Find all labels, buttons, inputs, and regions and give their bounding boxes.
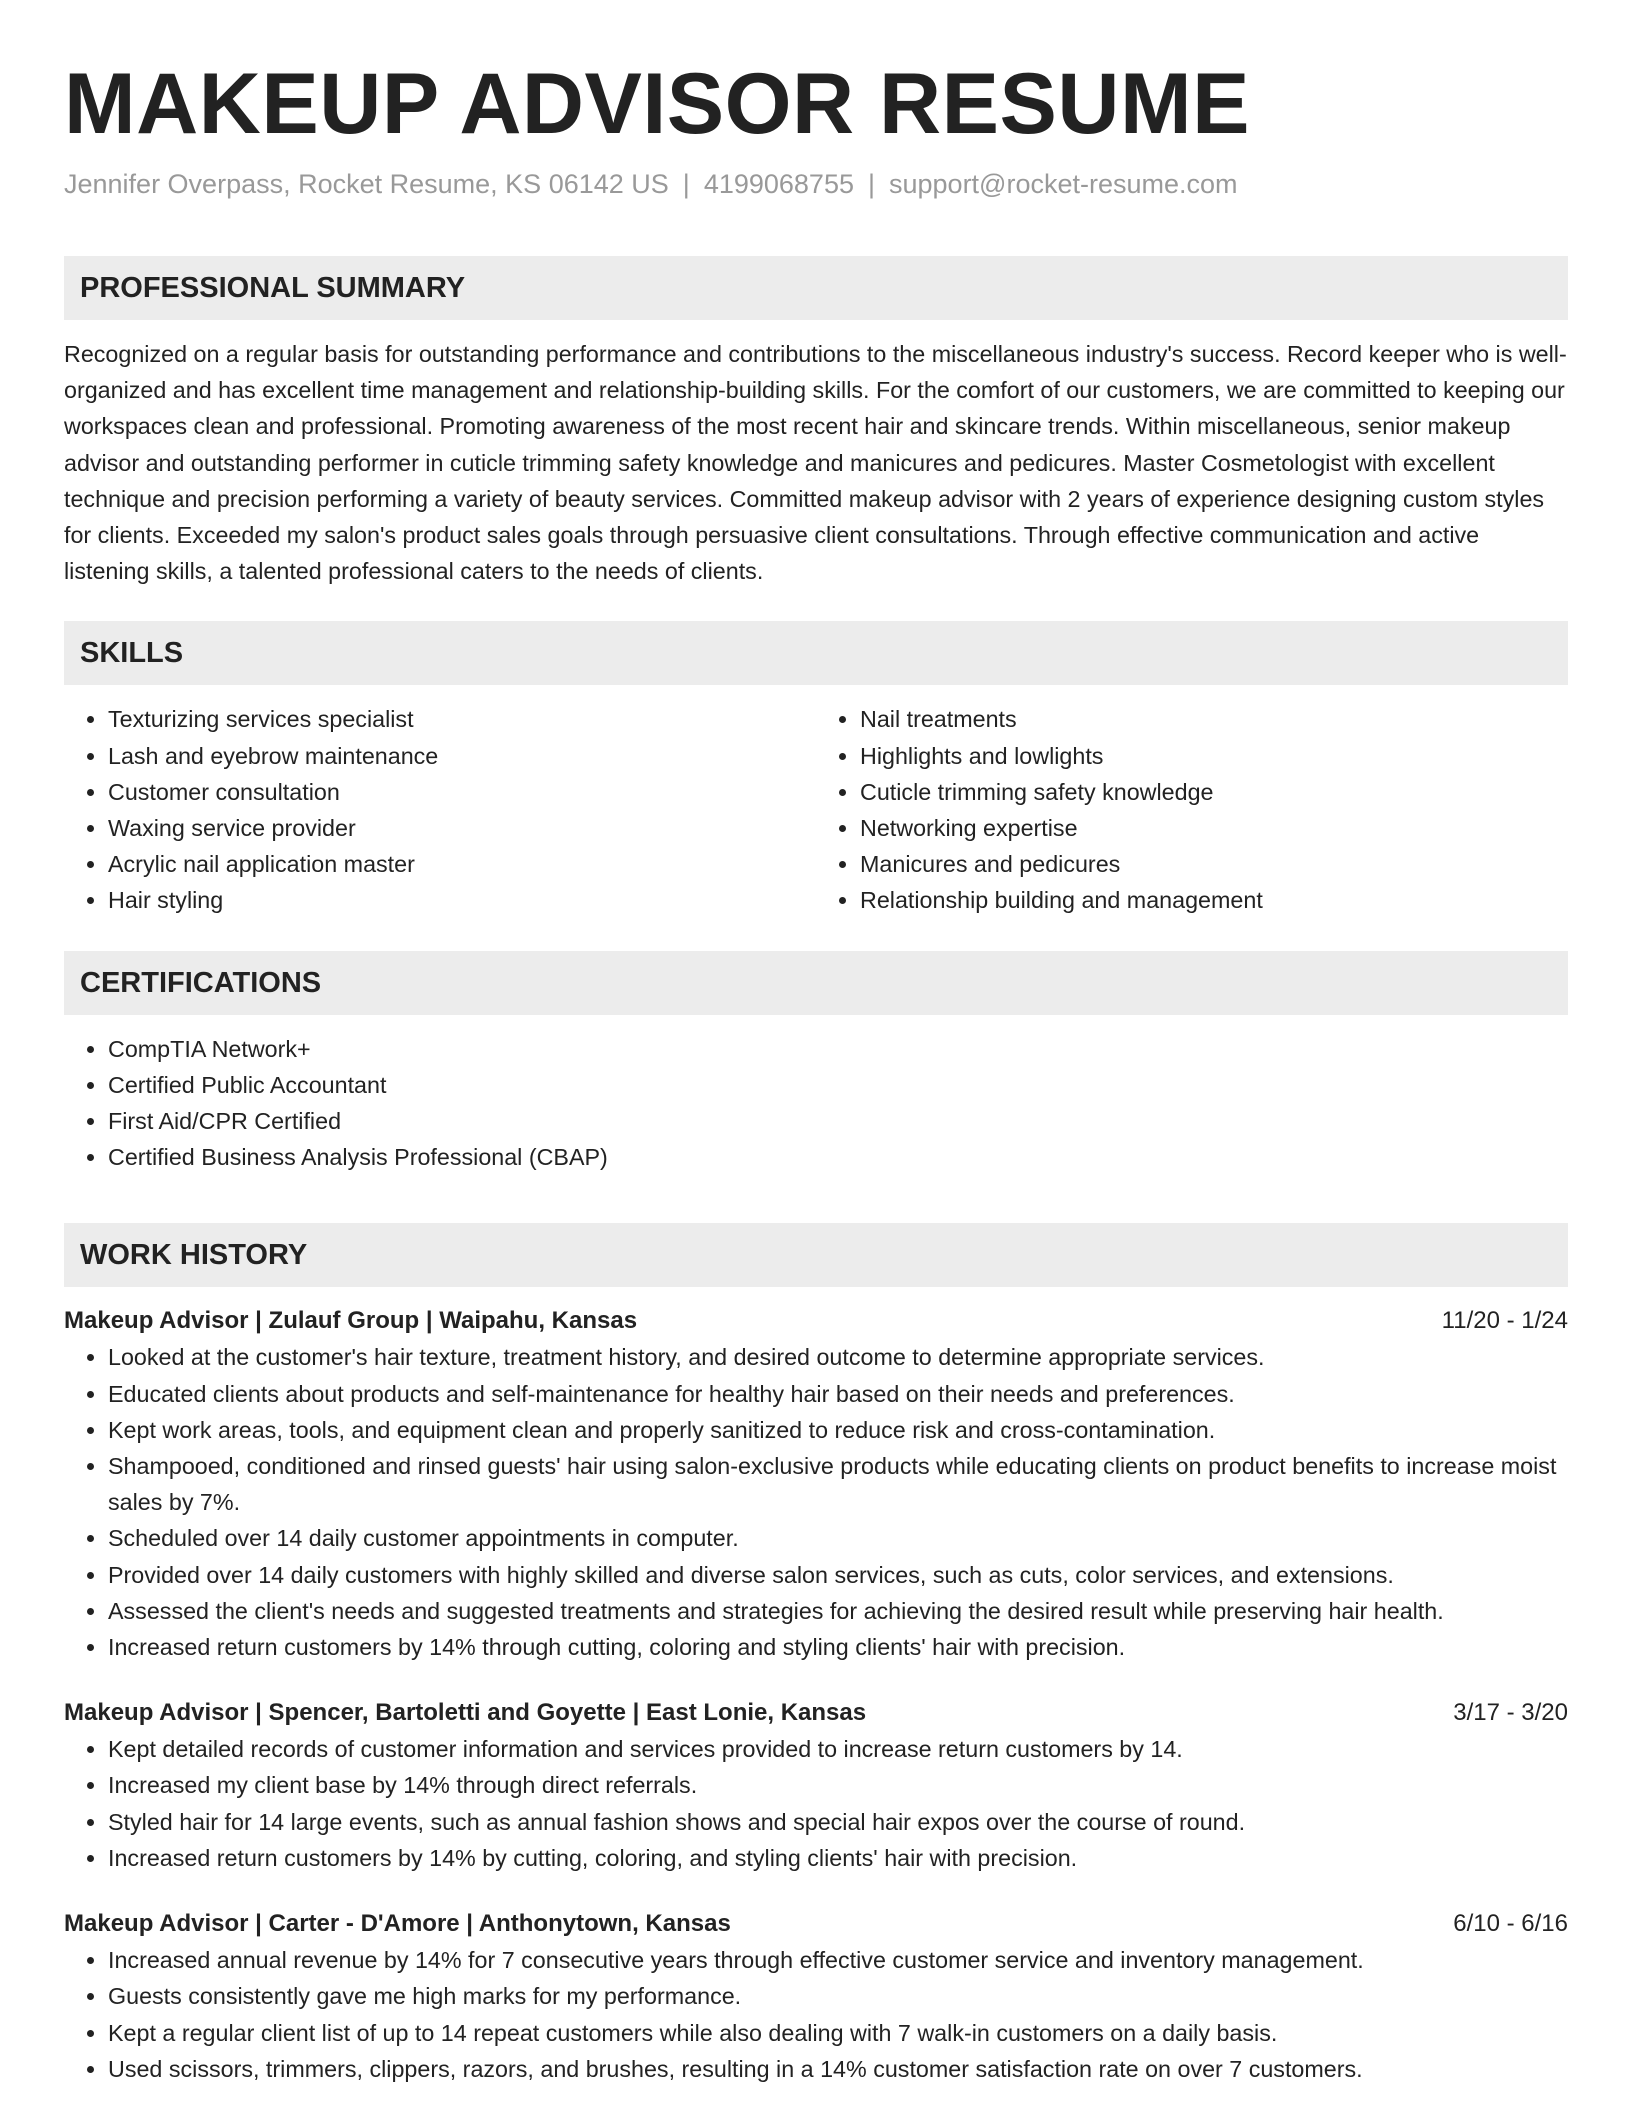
certifications-block (64, 1031, 1568, 1176)
section-header-summary: PROFESSIONAL SUMMARY (64, 256, 1568, 320)
section-header-work-history: WORK HISTORY (64, 1223, 1568, 1287)
list-item: • Looked at the customer's hair texture, treatment history, and desired outcome to determine appropriate services. (108, 1339, 1568, 1375)
contact-separator: | (867, 169, 875, 199)
job-entry (64, 1906, 1568, 2087)
job-dates: 6/10 - 6/16 (1453, 1910, 1568, 1938)
skills-columns (64, 701, 1568, 918)
list-item: • Cuticle trimming safety knowledge (860, 774, 1568, 810)
summary-text: Recognized on a regular basis for outstanding performance and contributions to the miscellaneous industry's success. Record keeper who is well-organized and has excellent time management and relationship-building skills. For the comfort of our customers, we are committed to keeping our workspaces clean and professional. Promoting awareness of the most recent hair and skincare trends. Within miscellaneous, senior makeup advisor and outstanding performer in cuticle trimming safety knowledge and manicures and pedicures. Master Cosmetologist with excellent technique and precision performing a variety of beauty services. Committed makeup advisor with 2 years of experience designing custom styles for clients. Exceeded my salon's product sales goals through persuasive client consultations. Through effective communication and active listening skills, a talented professional caters to the needs of clients. (64, 341, 1567, 585)
list-item: • Certified Business Analysis Professional (CBAP) (108, 1139, 1568, 1175)
list-item: • Guests consistently gave me high marks for my performance. (108, 1978, 1568, 2014)
certifications-list (64, 1031, 1568, 1176)
list-item: • Used scissors, trimmers, clippers, razors, and brushes, resulting in a 14% customer satisfaction rate on over 7 customers. (108, 2051, 1568, 2087)
work-history-list (64, 1303, 1568, 2086)
list-item: • Manicures and pedicures (860, 846, 1568, 882)
job-title: Makeup Advisor | Spencer, Bartoletti and Goyette | East Lonie, Kansas (64, 1699, 867, 1727)
list-item: • Acrylic nail application master (108, 846, 816, 882)
job-entry (64, 1303, 1568, 1665)
section-header-skills: SKILLS (64, 621, 1568, 685)
skills-list-right (816, 701, 1568, 918)
list-item: • Waxing service provider (108, 810, 816, 846)
list-item: • Networking expertise (860, 810, 1568, 846)
list-item: • Shampooed, conditioned and rinsed guests' hair using salon-exclusive products while educating clients on product benefits to increase moist sales by 7%. (108, 1448, 1568, 1520)
list-item: • Nail treatments (860, 701, 1568, 737)
job-bullets (64, 1731, 1568, 1876)
contact-email: support@rocket-resume.com (889, 169, 1238, 199)
list-item: • CompTIA Network+ (108, 1031, 1568, 1067)
list-item: • Increased return customers by 14% by cutting, coloring, and styling clients' hair with precision. (108, 1840, 1568, 1876)
list-item: • Increased annual revenue by 14% for 7 consecutive years through effective customer service and inventory management. (108, 1942, 1568, 1978)
list-item: • Kept a regular client list of up to 14 repeat customers while also dealing with 7 walk-in customers on a daily basis. (108, 2015, 1568, 2051)
list-item: • Relationship building and management (860, 882, 1568, 918)
list-item: • Texturizing services specialist (108, 701, 816, 737)
job-bullets (64, 1339, 1568, 1665)
job-title: Makeup Advisor | Carter - D'Amore | Anthonytown, Kansas (64, 1910, 731, 1938)
list-item: • Kept work areas, tools, and equipment clean and properly sanitized to reduce risk and cross-contamination. (108, 1412, 1568, 1448)
list-item: • Certified Public Accountant (108, 1067, 1568, 1103)
contact-address: Jennifer Overpass, Rocket Resume, KS 06142 US (64, 169, 669, 199)
list-item: • First Aid/CPR Certified (108, 1103, 1568, 1139)
list-item: • Styled hair for 14 large events, such as annual fashion shows and special hair expos over the course of round. (108, 1804, 1568, 1840)
contact-line (64, 166, 1568, 202)
job-bullets (64, 1942, 1568, 2087)
resume-title: MAKEUP ADVISOR RESUME (64, 56, 1250, 152)
list-item: • Provided over 14 daily customers with highly skilled and diverse salon services, such as cuts, color services, and extensions. (108, 1557, 1568, 1593)
contact-separator: | (682, 169, 690, 199)
job-header (64, 1695, 1568, 1731)
list-item: • Kept detailed records of customer information and services provided to increase return customers by 14. (108, 1731, 1568, 1767)
list-item: • Educated clients about products and self-maintenance for healthy hair based on their needs and preferences. (108, 1376, 1568, 1412)
contact-phone: 4199068755 (703, 169, 854, 199)
list-item: • Increased return customers by 14% through cutting, coloring and styling clients' hair with precision. (108, 1629, 1568, 1665)
list-item: • Hair styling (108, 882, 816, 918)
job-entry (64, 1695, 1568, 1876)
job-dates: 11/20 - 1/24 (1441, 1307, 1568, 1335)
job-header (64, 1303, 1568, 1339)
list-item: • Customer consultation (108, 774, 816, 810)
list-item: • Scheduled over 14 daily customer appointments in computer. (108, 1520, 1568, 1556)
skills-list-left (64, 701, 816, 918)
list-item: • Highlights and lowlights (860, 738, 1568, 774)
list-item: • Assessed the client's needs and suggested treatments and strategies for achieving the desired result while preserving hair health. (108, 1593, 1568, 1629)
resume-page (64, 54, 1568, 2087)
job-dates: 3/17 - 3/20 (1453, 1699, 1568, 1727)
section-header-certifications: CERTIFICATIONS (64, 951, 1568, 1015)
list-item: • Lash and eyebrow maintenance (108, 738, 816, 774)
job-title: Makeup Advisor | Zulauf Group | Waipahu, Kansas (64, 1307, 638, 1335)
list-item: • Increased my client base by 14% through direct referrals. (108, 1767, 1568, 1803)
job-header (64, 1906, 1568, 1942)
